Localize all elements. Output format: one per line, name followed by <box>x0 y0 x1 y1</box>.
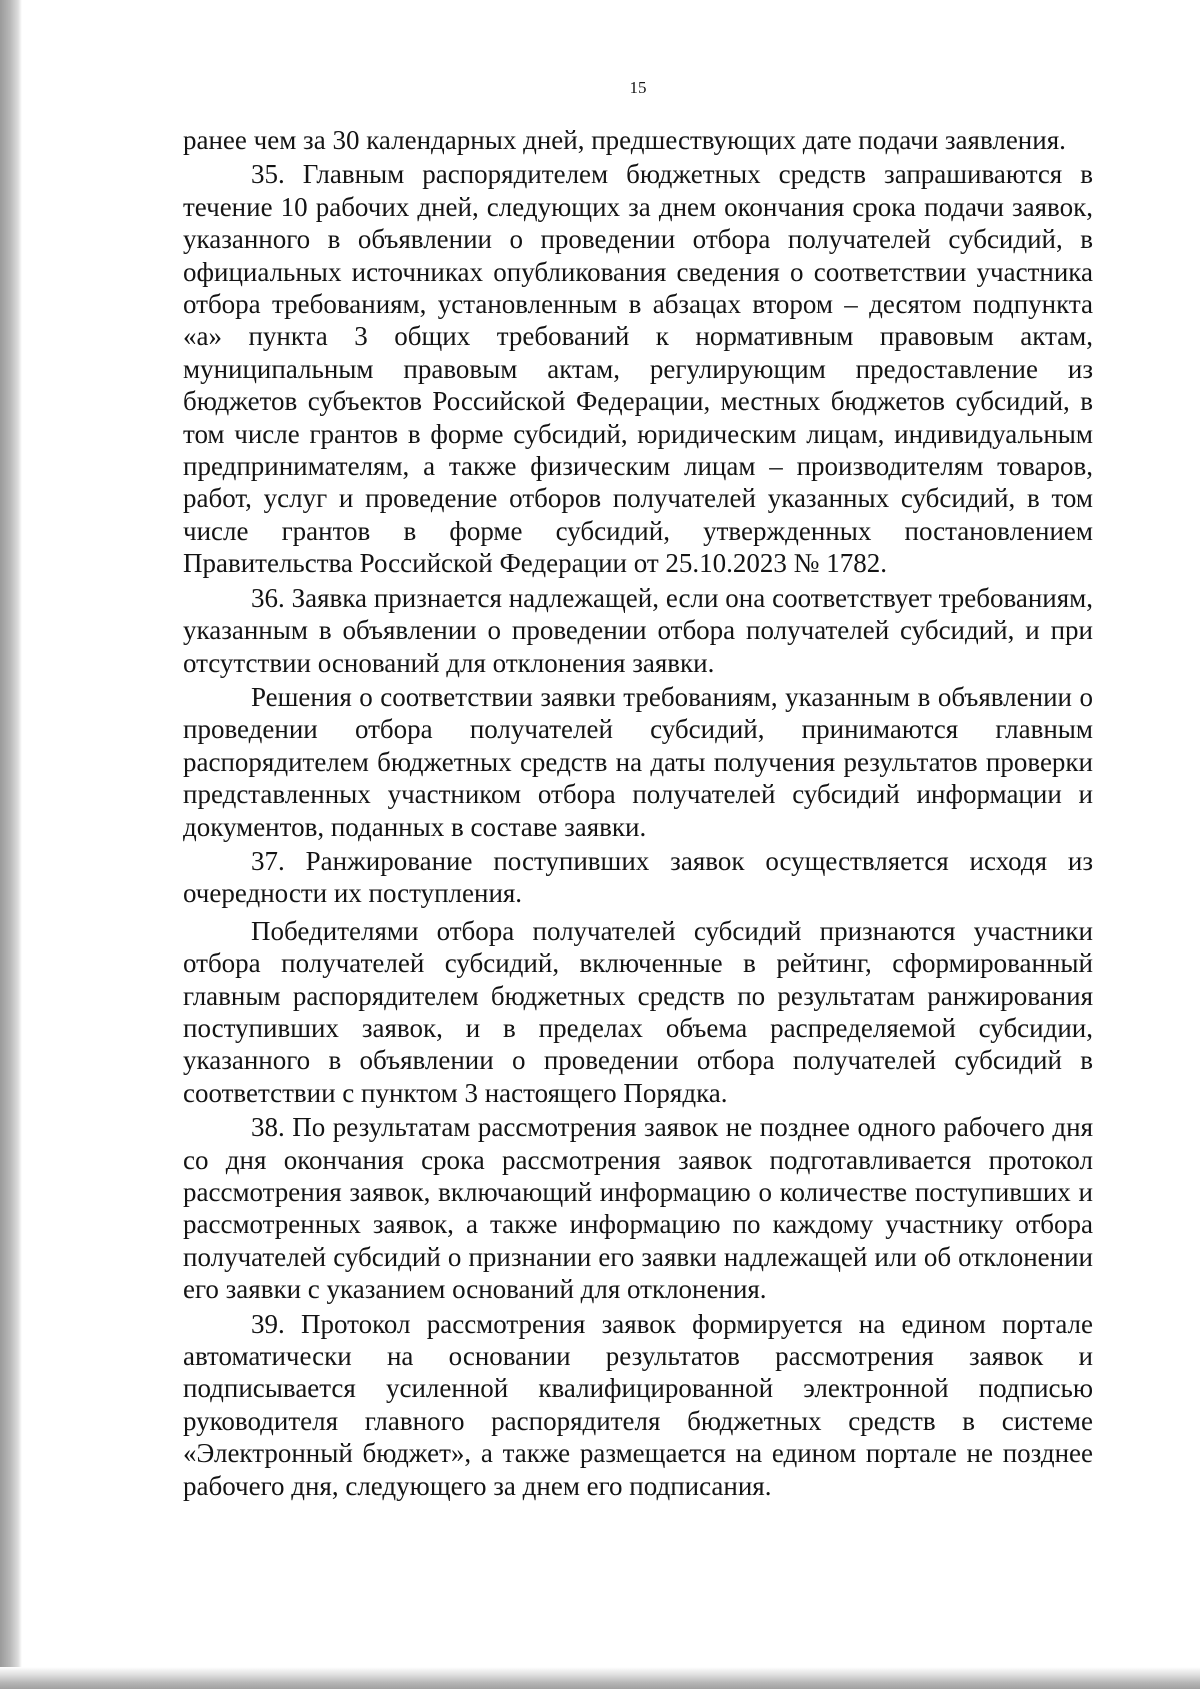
paragraph-35: 35. Главным распорядителем бюджетных средств запрашиваются в течение 10 рабочих дней, следующих за днем окончания срока подачи заявок, указанного в объявлении о проведении отбора получателей субсидий, в официальных источниках опубликования сведения о соответствии участника отбора требованиям, установленным в абзацах втором – десятом подпункта «а» пункта 3 общих требований к нормативным правовым актам, муниципальным правовым актам, регулирующим предоставление из бюджетов субъектов Российской Федерации, местных бюджетов субсидий, в том числе грантов в форме субсидий, юридическим лицам, индивидуальным предпринимателям, а также физическим лицам – производителям товаров, работ, услуг и проведение отборов получателей указанных субсидий, в том числе грантов в форме субсидий, утвержденных постановлением Правительства Российской Федерации от 25.10.2023 № 1782. <box>183 159 1093 579</box>
paragraph-36: 36. Заявка признается надлежащей, если она соответствует требованиям, указанным в объявлении о проведении отбора получателей субсидий, и при отсутствии оснований для отклонения заявки. <box>183 582 1093 678</box>
paragraph-continuation: ранее чем за 30 календарных дней, предшествующих дате подачи заявления. <box>183 125 1066 155</box>
paragraph-38: 38. По результатам рассмотрения заявок не позднее одного рабочего дня со дня окончания срока рассмотрения заявок подготавливается протокол рассмотрения заявок, включающий информацию о количестве поступивших и рассмотренных заявок, а также информацию по каждому участнику отбора получателей субсидий о признании его заявки надлежащей или об отклонении его заявки с указанием оснований для отклонения. <box>183 1112 1093 1305</box>
scan-shadow-bottom <box>0 1667 1200 1689</box>
paragraph-39: 39. Протокол рассмотрения заявок формируется на едином портале автоматически на основании результатов рассмотрения заявок и подписывается усиленной квалифицированной электронной подписью руководителя главного распорядителя бюджетных средств в системе «Электронный бюджет», а также размещается на едином портале не позднее рабочего дня, следующего за днем его подписания. <box>183 1308 1093 1501</box>
document-page <box>183 78 1093 1502</box>
paragraph-37: 37. Ранжирование поступивших заявок осуществляется исходя из очередности их поступления. <box>183 845 1093 909</box>
paragraph-36-decisions: Решения о соответствии заявки требованиям, указанным в объявлении о проведении отбора получателей субсидий, принимаются главным распорядителем бюджетных средств на даты получения результатов проверки представленных участником отбора получателей субсидий информации и документов, поданных в составе заявки. <box>183 681 1093 842</box>
scan-shadow-left <box>0 0 22 1689</box>
page-number: 15 <box>629 78 647 97</box>
paragraph-37-winners: Победителями отбора получателей субсидий признаются участники отбора получателей субсидий, включенные в рейтинг, сформированный главным распорядителем бюджетных средств по результатам ранжирования поступивших заявок, и в пределах объема распределяемой субсидии, указанного в объявлении о проведении отбора получателей субсидий в соответствии с пунктом 3 настоящего Порядка. <box>183 915 1093 1108</box>
